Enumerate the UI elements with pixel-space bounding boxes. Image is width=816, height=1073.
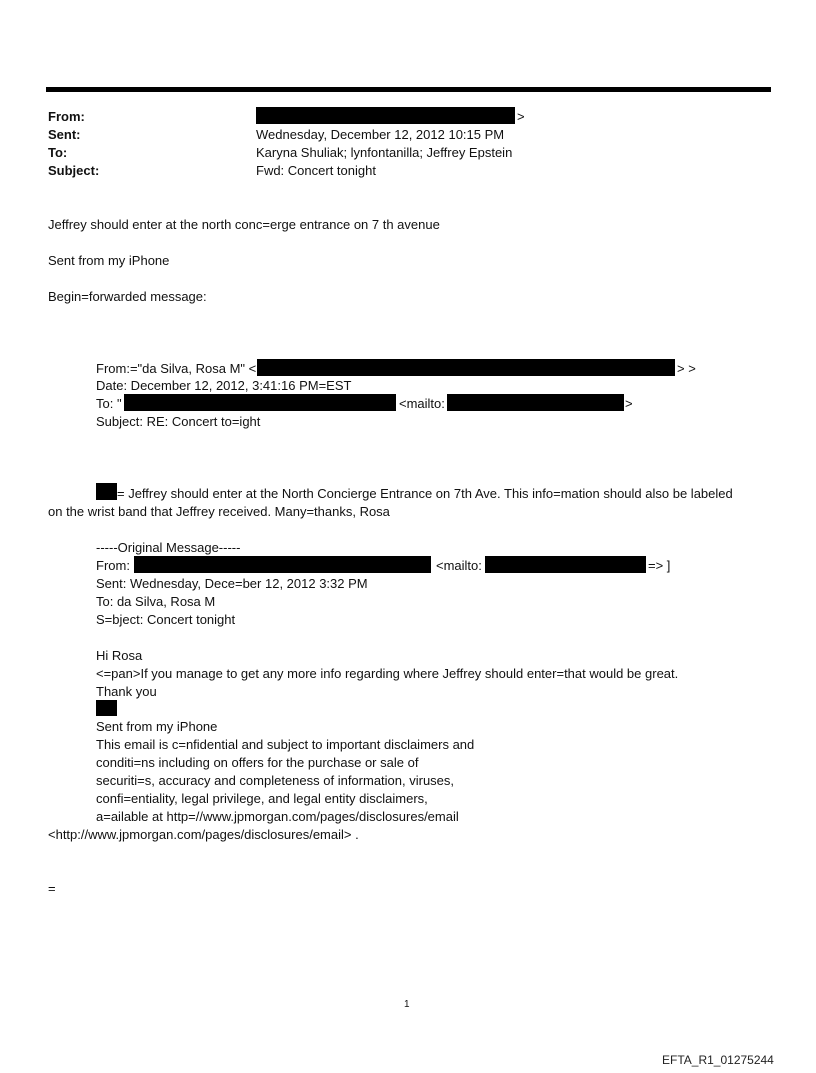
- orig-thanks: Thank you: [96, 684, 157, 699]
- original-marker: -----Original Message-----: [96, 540, 241, 555]
- fwd-from-suffix: > >: [677, 361, 696, 376]
- page-number: 1: [404, 999, 410, 1010]
- header-rule: [46, 87, 771, 92]
- orig-from-mailto: <mailto:: [436, 558, 482, 573]
- redaction-bar: [124, 394, 396, 411]
- redaction-bar: [256, 107, 515, 124]
- orig-greeting: Hi Rosa: [96, 648, 143, 663]
- disclaimer-line: This email is c=nfidential and subject to important disclaimers and: [96, 737, 475, 752]
- redaction-bar: [447, 394, 624, 411]
- to-value: Karyna Shuliak; lynfontanilla; Jeffrey Epstein: [256, 145, 513, 160]
- orig-from-suffix: => ]: [648, 558, 671, 573]
- subject-value: Fwd: Concert tonight: [256, 163, 376, 178]
- fwd-to-suffix: >: [625, 396, 633, 411]
- from-label: From:: [48, 109, 85, 124]
- body-line: Sent from my iPhone: [48, 253, 170, 268]
- body-line: Jeffrey should enter at the north conc=erge entrance on 7 th avenue: [48, 217, 440, 232]
- orig-sent: Sent: Wednesday, Dece=ber 12, 2012 3:32 PM: [96, 576, 368, 591]
- redaction-bar: [96, 483, 117, 500]
- orig-subject: S=bject: Concert tonight: [96, 612, 236, 627]
- redaction-bar: [485, 556, 646, 573]
- fwd-subject: Subject: RE: Concert to=ight: [96, 414, 261, 429]
- sent-value: Wednesday, December 12, 2012 10:15 PM: [256, 127, 505, 142]
- fwd-to-mailto: <mailto:: [399, 396, 445, 411]
- disclaimer-line: a=ailable at http=//www.jpmorgan.com/pages/disclosures/email: [96, 809, 459, 824]
- redaction-bar: [134, 556, 431, 573]
- orig-to: To: da Silva, Rosa M: [96, 594, 216, 609]
- document-id: EFTA_R1_01275244: [662, 1053, 774, 1067]
- redaction-bar: [96, 700, 117, 716]
- subject-label: Subject:: [48, 163, 100, 178]
- fwd-date: Date: December 12, 2012, 3:41:16 PM=EST: [96, 378, 352, 393]
- fwd-to-prefix: To: ": [96, 396, 122, 411]
- sent-label: Sent:: [48, 127, 81, 142]
- to-label: To:: [48, 145, 68, 160]
- orig-from-label: From:: [96, 558, 130, 573]
- from-suffix: >: [517, 109, 525, 124]
- reply-line: = Jeffrey should enter at the North Concierge Entrance on 7th Ave. This info=mation should also be labeled: [117, 486, 733, 501]
- disclaimer-line: securiti=s, accuracy and completeness of information, viruses,: [96, 773, 455, 788]
- disclaimer-line: confi=entiality, legal privilege, and legal entity disclaimers,: [96, 791, 428, 806]
- disclaimer-link: <http://www.jpmorgan.com/pages/disclosures/email> .: [48, 827, 359, 842]
- orig-signature: Sent from my iPhone: [96, 719, 218, 734]
- fwd-from-prefix: From:="da Silva, Rosa M" <: [96, 361, 257, 376]
- trailer-mark: =: [48, 881, 56, 896]
- reply-line: on the wrist band that Jeffrey received. Many=thanks, Rosa: [48, 504, 390, 519]
- redaction-bar: [257, 359, 675, 376]
- orig-message: <=pan>If you manage to get any more info regarding where Jeffrey should enter=that would be great.: [96, 666, 679, 681]
- body-line: Begin=forwarded message:: [48, 289, 207, 304]
- disclaimer-line: conditi=ns including on offers for the purchase or sale of: [96, 755, 419, 770]
